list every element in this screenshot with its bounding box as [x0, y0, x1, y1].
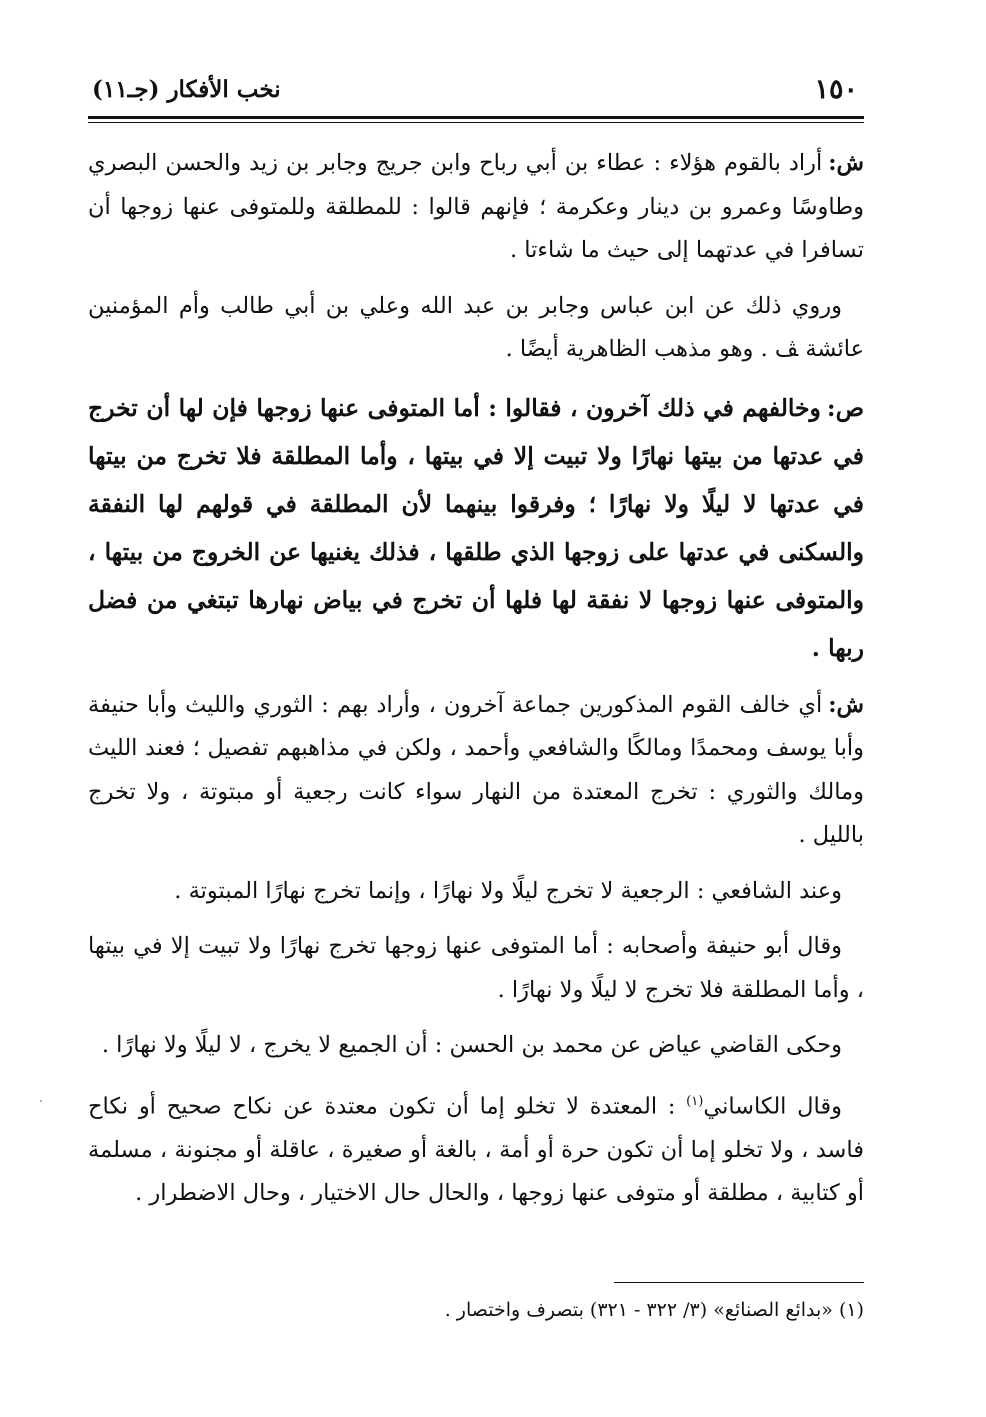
body-paragraph — [88, 285, 864, 372]
commentary-paragraph — [88, 142, 864, 273]
paragraph-text: وعند الشافعي : الرجعية لا تخرج ليلًا ولا نهارًا ، وإنما تخرج نهارًا المبتوتة . — [174, 877, 842, 904]
footnote-separator — [614, 1282, 864, 1283]
paragraph-text: وروي ذلك عن ابن عباس وجابر بن عبد الله وعلي بن أبي طالب وأم المؤمنين عائشة ﭫ . وهو مذهب الظاهرية أيضًا . — [88, 292, 864, 362]
scan-speck — [40, 1100, 42, 1102]
header-rule-thin — [88, 122, 864, 123]
commentary-marker: ش: — [828, 150, 864, 176]
book-page — [88, 70, 864, 1400]
header-rule-thick — [88, 116, 864, 119]
paragraph-text: وخالفهم في ذلك آخرون ، فقالوا : أما المتوفى عنها زوجها فإن لها أن تخرج في عدتها من بيتها نهارًا ولا تبيت إلا في بيتها ، وأما المطلقة فلا تخرج من بيتها في عدتها لا ليلًا ولا نهارًا ؛ وفرقوا بينهما لأن المطلقة في قولهم لها النفقة والسكنى في عدتها على زوجها الذي طلقها ، فذلك يغنيها عن الخروج من بيتها ، والمتوفى عنها زوجها لا نفقة لها فلها أن تخرج في بياض نهارها تبتغي من فضل ربها . — [88, 393, 864, 662]
book-title: نخب الأفكار (جـ١١) — [92, 76, 281, 103]
paragraph-text: أي خالف القوم المذكورين جماعة آخرون ، وأراد بهم : الثوري والليث وأبا حنيفة وأبا يوسف ومحمدًا ومالكًا والشافعي وأحمد ، ولكن في مذاهبهم تفصيل ؛ فعند الليث ومالك والثوري : تخرج المعتدة من النهار سواء كانت رجعية أو مبتوتة ، ولا تخرج بالليل . — [88, 691, 864, 848]
paragraph-text: أراد بالقوم هؤلاء : عطاء بن أبي رباح وابن جريج وجابر بن زيد والحسن البصري وطاوسًا وعمرو بن دينار وعكرمة ؛ فإنهم قالوا : للمطلقة وللمتوفى عنها زوجها أن تسافرا في عدتهما إلى حيث ما شاءتا . — [88, 150, 864, 263]
source-marker: ص: — [826, 393, 864, 422]
footnote-reference[interactable]: (١) — [686, 1093, 704, 1109]
page-header — [88, 70, 864, 116]
commentary-marker: ش: — [828, 691, 864, 718]
commentary-paragraph — [88, 684, 864, 858]
paragraph-text: وقال الكاساني — [703, 1093, 842, 1119]
source-text-paragraph — [88, 384, 864, 672]
paragraph-text: وحكى القاضي عياض عن محمد بن الحسن : أن الجميع لا يخرج ، لا ليلًا ولا نهارًا . — [101, 1032, 842, 1058]
footnote: (١) «بدائع الصنائع» (٣/ ٣٢٢ - ٣٢١) بتصرف واختصار . — [444, 1299, 864, 1321]
body-paragraph — [88, 870, 864, 914]
body-paragraph — [88, 1024, 864, 1068]
paragraph-text: : المعتدة لا تخلو إما أن تكون معتدة عن نكاح صحيح أو نكاح فاسد ، ولا تخلو إما أن تكون حرة أو أمة ، بالغة أو صغيرة ، عاقلة أو مجنونة ، مسلمة أو كتابية ، مطلقة أو متوفى عنها زوجها ، والحال حال الاختيار ، وحال الاضطرار . — [88, 1093, 864, 1206]
paragraph-text: وقال أبو حنيفة وأصحابه : أما المتوفى عنها زوجها تخرج نهارًا ولا تبيت إلا في بيتها ، وأما المطلقة فلا تخرج لا ليلًا ولا نهارًا . — [88, 933, 864, 1003]
page-number: ١٥٠ — [814, 74, 858, 105]
page-body — [88, 142, 864, 1228]
body-paragraph — [88, 1080, 864, 1216]
body-paragraph — [88, 925, 864, 1012]
